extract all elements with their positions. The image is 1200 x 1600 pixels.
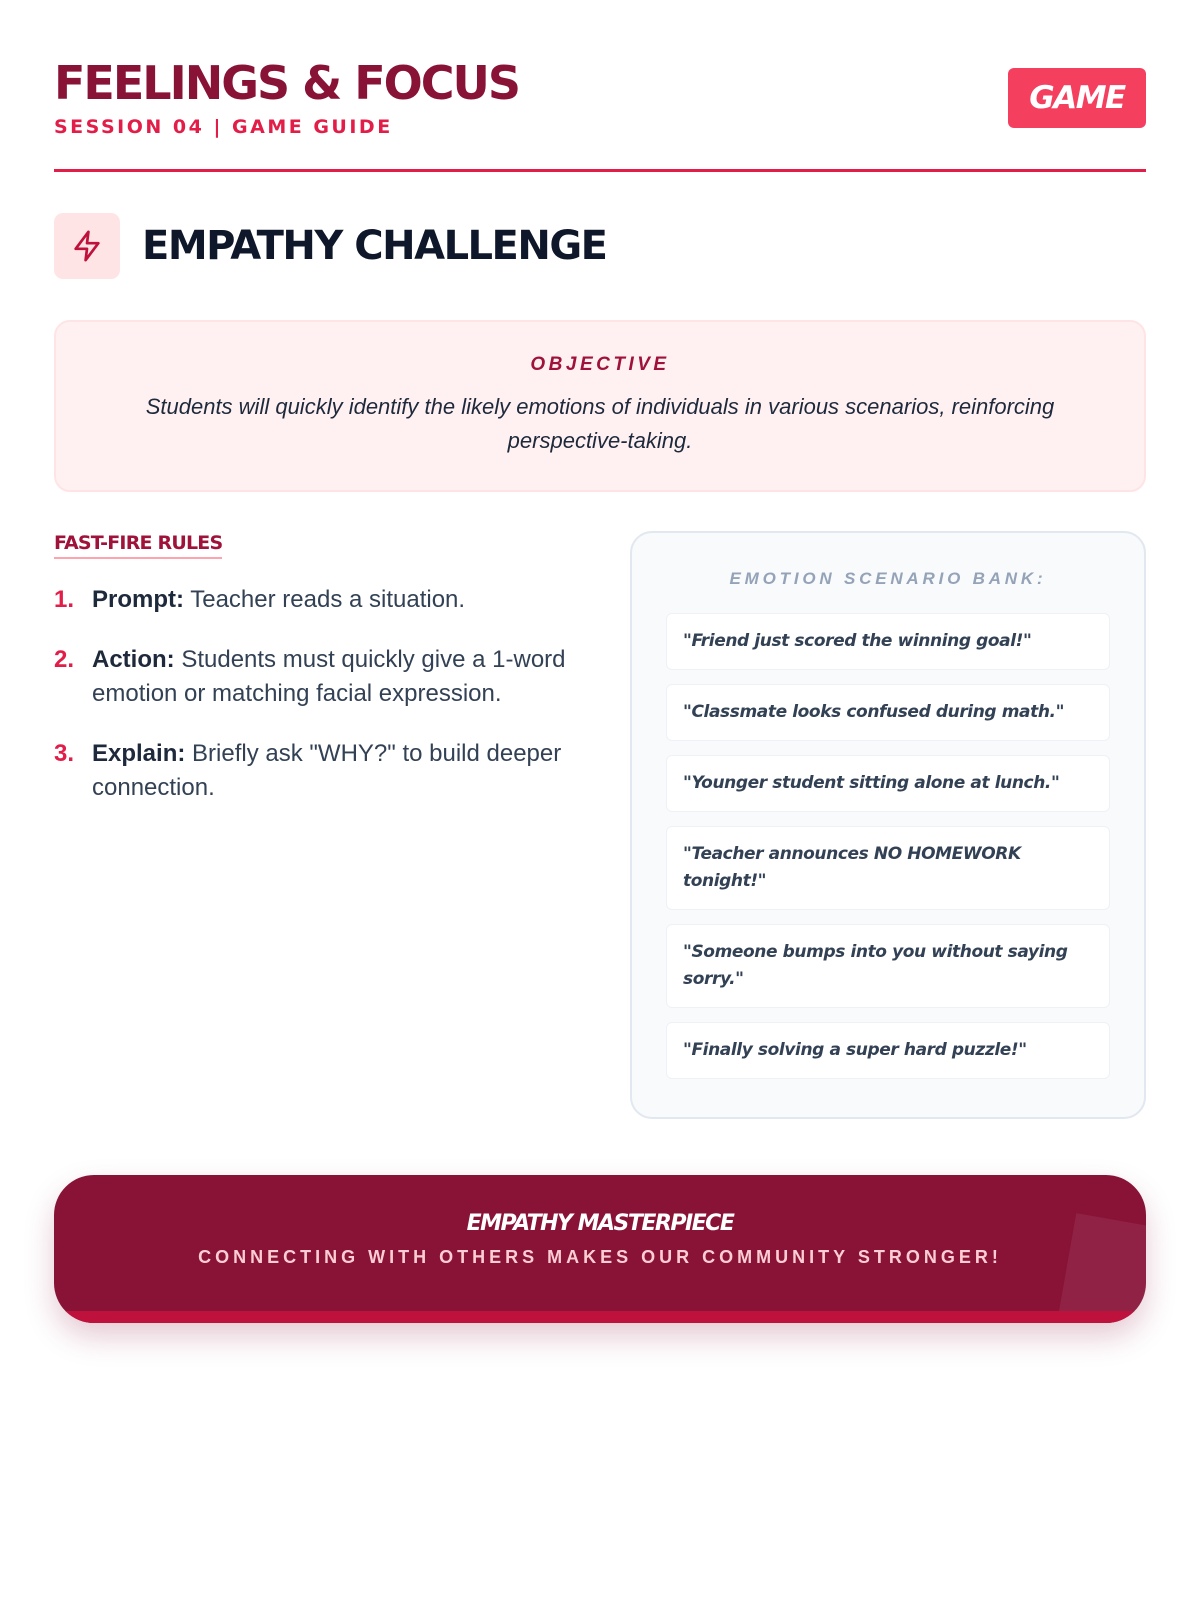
rules-section bbox=[54, 532, 594, 831]
banner-subtitle: CONNECTING WITH OTHERS MAKES OUR COMMUNITY STRONGER! bbox=[198, 1247, 1002, 1267]
rule-keyword: Action: bbox=[92, 646, 175, 673]
banner-title: EMPATHY MASTERPIECE bbox=[466, 1211, 734, 1236]
scenario-item: "Classmate looks confused during math." bbox=[666, 684, 1110, 741]
scenario-bank-card bbox=[630, 531, 1146, 1119]
rule-text: Students must quickly give a 1-word emotion or matching facial expression. bbox=[92, 646, 566, 707]
rule-keyword: Explain: bbox=[92, 740, 186, 767]
rules-heading: FAST-FIRE RULES bbox=[54, 532, 222, 559]
rule-number: 3. bbox=[54, 740, 75, 767]
rule-item bbox=[54, 583, 594, 617]
section-title: EMPATHY CHALLENGE bbox=[142, 223, 607, 269]
scenario-item: "Finally solving a super hard puzzle!" bbox=[666, 1022, 1110, 1079]
rule-item bbox=[54, 643, 594, 711]
rule-item bbox=[54, 737, 594, 805]
game-tag-badge: GAME bbox=[1008, 68, 1146, 128]
rules-list bbox=[54, 583, 594, 805]
page-subtitle: SESSION 04 | GAME GUIDE bbox=[54, 116, 393, 138]
lightning-bolt-icon bbox=[54, 213, 120, 279]
objective-text: Students will quickly identify the likely emotions of individuals in various scenarios, reinforcing perspective-taking. bbox=[145, 394, 1055, 453]
objective-label: OBJECTIVE bbox=[530, 354, 670, 375]
scenario-item: "Friend just scored the winning goal!" bbox=[666, 613, 1110, 670]
scenario-item: "Someone bumps into you without saying sorry." bbox=[666, 924, 1110, 1008]
rule-number: 2. bbox=[54, 646, 75, 673]
banner-stripe bbox=[54, 1311, 1146, 1323]
scenario-bank-heading: EMOTION SCENARIO BANK: bbox=[729, 569, 1047, 588]
rule-text: Teacher reads a situation. bbox=[184, 586, 466, 613]
page-header bbox=[54, 56, 1146, 172]
rule-keyword: Prompt: bbox=[92, 586, 184, 613]
rule-text: Briefly ask "WHY?" to build deeper connection. bbox=[92, 740, 562, 801]
objective-card bbox=[54, 320, 1146, 492]
scenario-item: "Teacher announces NO HOMEWORK tonight!" bbox=[666, 826, 1110, 910]
page-title: FEELINGS & FOCUS bbox=[54, 56, 519, 110]
rule-number: 1. bbox=[54, 586, 75, 613]
scenario-list bbox=[666, 613, 1110, 1079]
scenario-item: "Younger student sitting alone at lunch." bbox=[666, 755, 1110, 812]
section-header bbox=[54, 213, 607, 279]
footer-banner bbox=[54, 1175, 1146, 1323]
